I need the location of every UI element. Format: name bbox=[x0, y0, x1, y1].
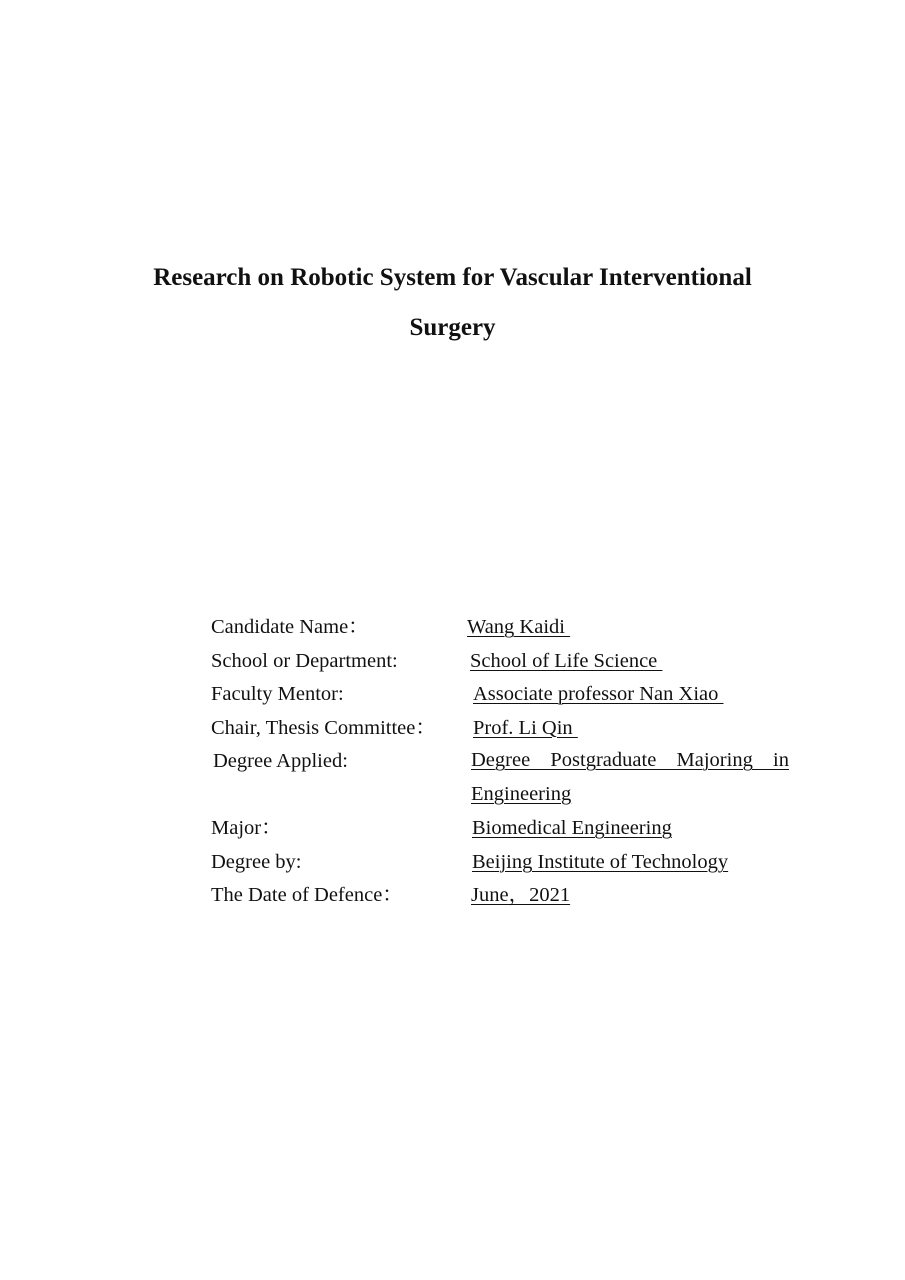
candidate-name-value: Wang Kaidi bbox=[467, 616, 571, 638]
chair-label: Chair, Thesis Committee： bbox=[211, 716, 436, 739]
candidate-name-label: Candidate Name： bbox=[211, 616, 369, 638]
chair-value: Prof. Li Qin bbox=[473, 716, 578, 739]
major-row bbox=[211, 813, 811, 847]
degree-by-label: Degree by: bbox=[211, 850, 302, 873]
degree-applied-value: Degree Postgraduate Majoring in Engineering bbox=[471, 749, 789, 805]
major-value: Biomedical Engineering bbox=[472, 817, 672, 839]
thesis-info-block bbox=[211, 612, 811, 914]
thesis-title-line-1: Research on Robotic System for Vascular Interventional bbox=[153, 264, 752, 291]
thesis-title-line-2: Surgery bbox=[409, 314, 496, 341]
school-label: School or Department: bbox=[211, 649, 398, 672]
defence-date-label: The Date of Defence： bbox=[211, 884, 403, 906]
degree-applied-row bbox=[211, 746, 811, 813]
school-value: School of Life Science bbox=[470, 649, 663, 672]
chair-row bbox=[211, 713, 811, 747]
degree-by-row bbox=[211, 847, 811, 881]
mentor-label: Faculty Mentor: bbox=[211, 683, 344, 705]
candidate-name-row bbox=[211, 612, 811, 646]
degree-applied-label: Degree Applied: bbox=[213, 750, 348, 772]
defence-date-row bbox=[211, 880, 811, 914]
school-row bbox=[211, 646, 811, 680]
defence-date-value: June，2021 bbox=[471, 884, 571, 906]
mentor-value: Associate professor Nan Xiao bbox=[473, 683, 724, 705]
mentor-row bbox=[211, 679, 811, 713]
major-label: Major： bbox=[211, 817, 282, 839]
degree-by-value: Beijing Institute of Technology bbox=[472, 850, 729, 873]
